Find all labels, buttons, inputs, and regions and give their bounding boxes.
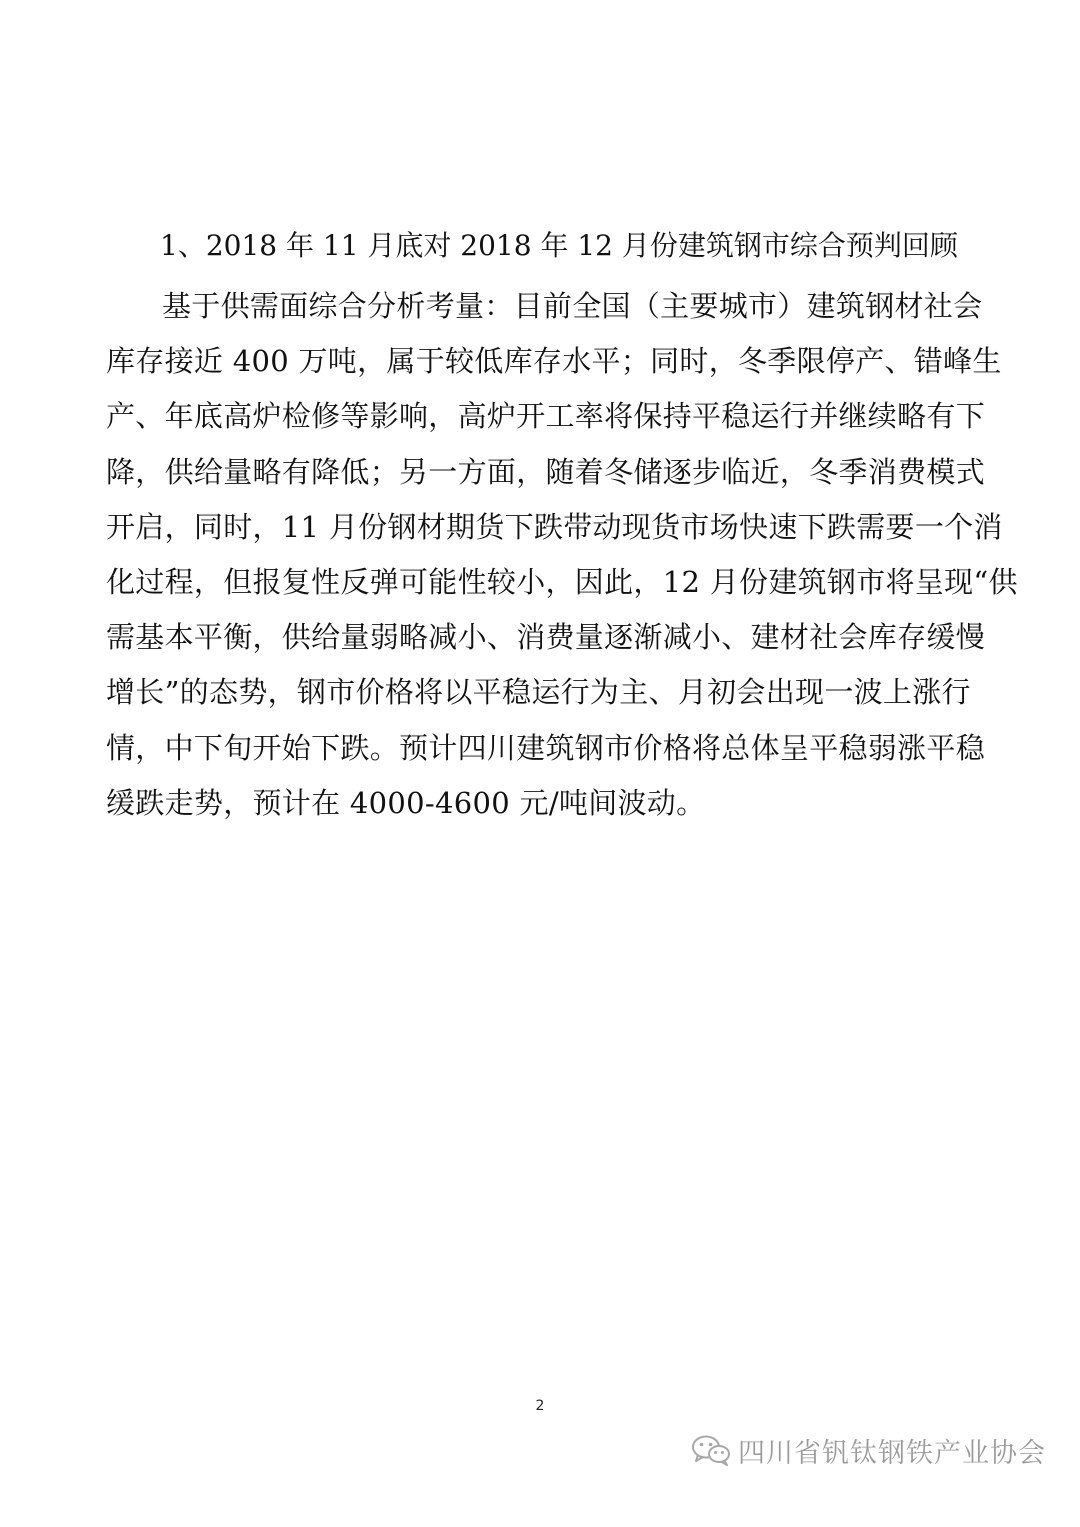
paragraph-line: 产、年底高炉检修等影响，高炉开工率将保持平稳运行并继续略有下: [106, 399, 986, 434]
paragraph-line: 化过程，但报复性反弹可能性较小，因此，12 月份建筑钢市将呈现“供: [106, 564, 1018, 599]
page-number: 2: [535, 1398, 545, 1414]
paragraph-line: 情，中下旬开始下跌。预计四川建筑钢市价格将总体呈平稳弱涨平稳: [106, 730, 986, 765]
paragraph-line: 基于供需面综合分析考量：目前全国（主要城市）建筑钢材社会: [162, 289, 983, 323]
paragraph-line: 增长”的态势，钢市价格将以平稳运行为主、月初会出现一波上涨行: [106, 675, 971, 710]
paragraph-line: 开启，同时，11 月份钢材期货下跌带动现货市场快速下跌需要一个消: [106, 509, 1003, 544]
watermark: [690, 1430, 1046, 1470]
paragraph-line: 缓跌走势，预计在 4000-4600 元/吨间波动。: [106, 785, 706, 820]
paragraph-line: 库存接近 400 万吨，属于较低库存水平；同时，冬季限停产、错峰生: [106, 344, 1002, 379]
paragraph-line: 降，供给量略有降低；另一方面，随着冬储逐步临近，冬季消费模式: [106, 454, 986, 489]
watermark-text: 四川省钒钛钢铁产业协会: [738, 1437, 1046, 1469]
wechat-icon: [690, 1433, 732, 1467]
paragraph-line: 需基本平衡，供给量弱略减小、消费量逐渐减小、建材社会库存缓慢: [106, 620, 986, 655]
body-paragraph: [106, 279, 1018, 831]
section-heading: 1、2018 年 11 月底对 2018 年 12 月份建筑钢市综合预判回顾: [160, 229, 958, 262]
